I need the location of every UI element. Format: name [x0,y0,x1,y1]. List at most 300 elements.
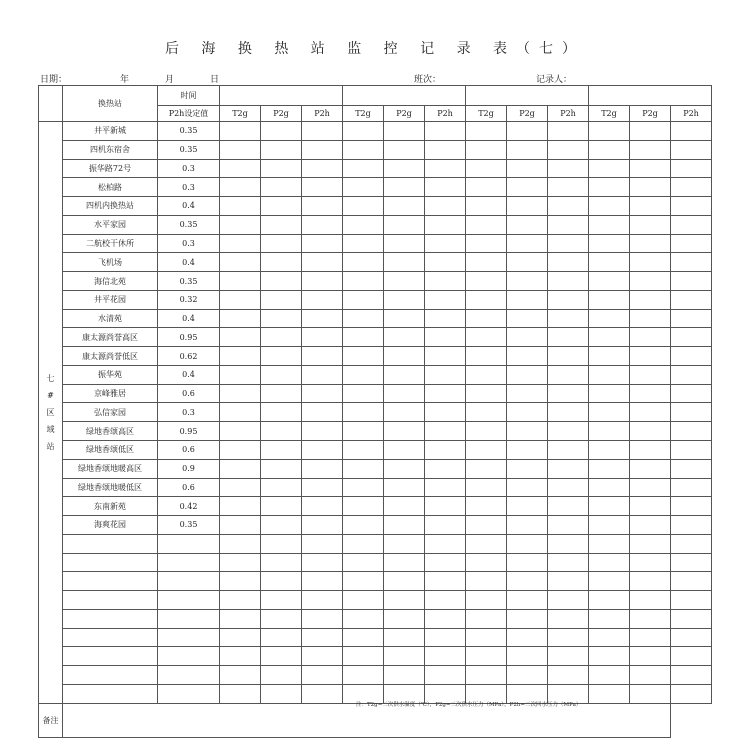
entry-cell[interactable] [220,347,261,366]
entry-cell[interactable] [671,178,712,197]
entry-cell[interactable] [671,553,712,572]
entry-cell[interactable] [630,628,671,647]
entry-cell[interactable] [220,647,261,666]
entry-cell[interactable] [302,403,343,422]
entry-cell[interactable] [507,422,548,441]
entry-cell[interactable] [589,572,630,591]
entry-cell[interactable] [548,628,589,647]
entry-cell[interactable] [507,478,548,497]
entry-cell[interactable] [548,534,589,553]
entry-cell[interactable] [384,609,425,628]
entry-cell[interactable] [425,197,466,216]
entry-cell[interactable] [466,441,507,460]
entry-cell[interactable] [302,591,343,610]
entry-cell[interactable] [302,384,343,403]
entry-cell[interactable] [589,666,630,685]
entry-cell[interactable] [466,272,507,291]
entry-cell[interactable] [548,347,589,366]
entry-cell[interactable] [589,347,630,366]
entry-cell[interactable] [220,591,261,610]
entry-cell[interactable] [671,459,712,478]
entry-cell[interactable] [548,403,589,422]
entry-cell[interactable] [589,647,630,666]
entry-cell[interactable] [671,609,712,628]
entry-cell[interactable] [466,178,507,197]
entry-cell[interactable] [507,666,548,685]
entry-cell[interactable] [261,159,302,178]
entry-cell[interactable] [261,572,302,591]
entry-cell[interactable] [384,215,425,234]
entry-cell[interactable] [384,553,425,572]
entry-cell[interactable] [384,328,425,347]
entry-cell[interactable] [548,516,589,535]
entry-cell[interactable] [302,178,343,197]
entry-cell[interactable] [220,122,261,141]
entry-cell[interactable] [425,422,466,441]
entry-cell[interactable] [589,534,630,553]
entry-cell[interactable] [466,647,507,666]
entry-cell[interactable] [425,253,466,272]
entry-cell[interactable] [384,140,425,159]
entry-cell[interactable] [630,403,671,422]
entry-cell[interactable] [343,441,384,460]
entry-cell[interactable] [466,122,507,141]
entry-cell[interactable] [507,572,548,591]
entry-cell[interactable] [466,290,507,309]
entry-cell[interactable] [220,234,261,253]
entry-cell[interactable] [302,290,343,309]
entry-cell[interactable] [220,253,261,272]
entry-cell[interactable] [261,628,302,647]
entry-cell[interactable] [548,497,589,516]
entry-cell[interactable] [630,384,671,403]
entry-cell[interactable] [425,497,466,516]
entry-cell[interactable] [466,309,507,328]
entry-cell[interactable] [466,140,507,159]
entry-cell[interactable] [589,459,630,478]
entry-cell[interactable] [671,197,712,216]
entry-cell[interactable] [425,459,466,478]
entry-cell[interactable] [507,272,548,291]
entry-cell[interactable] [630,609,671,628]
entry-cell[interactable] [343,534,384,553]
entry-cell[interactable] [220,553,261,572]
entry-cell[interactable] [589,516,630,535]
entry-cell[interactable] [466,572,507,591]
entry-cell[interactable] [343,253,384,272]
entry-cell[interactable] [302,553,343,572]
entry-cell[interactable] [220,215,261,234]
entry-cell[interactable] [343,609,384,628]
time-slot-cell[interactable] [589,86,712,106]
entry-cell[interactable] [671,384,712,403]
entry-cell[interactable] [343,628,384,647]
entry-cell[interactable] [261,403,302,422]
entry-cell[interactable] [343,159,384,178]
entry-cell[interactable] [507,384,548,403]
entry-cell[interactable] [548,666,589,685]
entry-cell[interactable] [384,234,425,253]
entry-cell[interactable] [261,178,302,197]
entry-cell[interactable] [343,215,384,234]
entry-cell[interactable] [466,215,507,234]
entry-cell[interactable] [548,328,589,347]
entry-cell[interactable] [466,628,507,647]
entry-cell[interactable] [589,159,630,178]
entry-cell[interactable] [589,591,630,610]
entry-cell[interactable] [425,403,466,422]
entry-cell[interactable] [302,478,343,497]
entry-cell[interactable] [548,178,589,197]
entry-cell[interactable] [302,516,343,535]
entry-cell[interactable] [507,253,548,272]
entry-cell[interactable] [220,534,261,553]
entry-cell[interactable] [630,197,671,216]
entry-cell[interactable] [671,365,712,384]
entry-cell[interactable] [630,478,671,497]
entry-cell[interactable] [630,347,671,366]
entry-cell[interactable] [589,253,630,272]
entry-cell[interactable] [384,666,425,685]
entry-cell[interactable] [302,647,343,666]
entry-cell[interactable] [302,628,343,647]
entry-cell[interactable] [384,384,425,403]
entry-cell[interactable] [630,272,671,291]
entry-cell[interactable] [384,197,425,216]
entry-cell[interactable] [589,403,630,422]
entry-cell[interactable] [589,441,630,460]
entry-cell[interactable] [220,178,261,197]
entry-cell[interactable] [671,140,712,159]
entry-cell[interactable] [630,234,671,253]
entry-cell[interactable] [671,666,712,685]
entry-cell[interactable] [671,159,712,178]
entry-cell[interactable] [507,534,548,553]
entry-cell[interactable] [671,647,712,666]
entry-cell[interactable] [630,647,671,666]
entry-cell[interactable] [671,591,712,610]
entry-cell[interactable] [384,253,425,272]
entry-cell[interactable] [261,347,302,366]
entry-cell[interactable] [589,684,630,703]
entry-cell[interactable] [671,290,712,309]
entry-cell[interactable] [302,309,343,328]
entry-cell[interactable] [261,647,302,666]
entry-cell[interactable] [507,140,548,159]
entry-cell[interactable] [343,197,384,216]
entry-cell[interactable] [630,666,671,685]
entry-cell[interactable] [384,534,425,553]
entry-cell[interactable] [425,441,466,460]
entry-cell[interactable] [384,516,425,535]
entry-cell[interactable] [630,215,671,234]
entry-cell[interactable] [589,234,630,253]
entry-cell[interactable] [671,122,712,141]
entry-cell[interactable] [343,497,384,516]
entry-cell[interactable] [261,365,302,384]
entry-cell[interactable] [261,422,302,441]
entry-cell[interactable] [261,553,302,572]
entry-cell[interactable] [220,140,261,159]
entry-cell[interactable] [671,497,712,516]
entry-cell[interactable] [589,178,630,197]
entry-cell[interactable] [548,253,589,272]
entry-cell[interactable] [507,609,548,628]
entry-cell[interactable] [302,328,343,347]
entry-cell[interactable] [384,309,425,328]
entry-cell[interactable] [343,328,384,347]
entry-cell[interactable] [425,647,466,666]
entry-cell[interactable] [548,572,589,591]
entry-cell[interactable] [671,516,712,535]
entry-cell[interactable] [220,516,261,535]
entry-cell[interactable] [261,328,302,347]
entry-cell[interactable] [220,666,261,685]
entry-cell[interactable] [671,478,712,497]
entry-cell[interactable] [630,422,671,441]
entry-cell[interactable] [425,591,466,610]
entry-cell[interactable] [425,215,466,234]
entry-cell[interactable] [220,628,261,647]
entry-cell[interactable] [302,534,343,553]
entry-cell[interactable] [548,234,589,253]
entry-cell[interactable] [261,684,302,703]
entry-cell[interactable] [425,309,466,328]
entry-cell[interactable] [466,422,507,441]
entry-cell[interactable] [507,459,548,478]
entry-cell[interactable] [302,684,343,703]
entry-cell[interactable] [384,572,425,591]
entry-cell[interactable] [220,159,261,178]
entry-cell[interactable] [507,441,548,460]
entry-cell[interactable] [589,422,630,441]
entry-cell[interactable] [261,234,302,253]
entry-cell[interactable] [220,309,261,328]
entry-cell[interactable] [671,272,712,291]
entry-cell[interactable] [302,666,343,685]
entry-cell[interactable] [671,347,712,366]
entry-cell[interactable] [302,253,343,272]
entry-cell[interactable] [671,441,712,460]
entry-cell[interactable] [384,347,425,366]
entry-cell[interactable] [302,197,343,216]
entry-cell[interactable] [466,478,507,497]
entry-cell[interactable] [261,441,302,460]
entry-cell[interactable] [548,215,589,234]
entry-cell[interactable] [261,534,302,553]
entry-cell[interactable] [630,684,671,703]
entry-cell[interactable] [507,197,548,216]
entry-cell[interactable] [384,122,425,141]
entry-cell[interactable] [507,178,548,197]
entry-cell[interactable] [261,309,302,328]
entry-cell[interactable] [548,365,589,384]
entry-cell[interactable] [466,516,507,535]
entry-cell[interactable] [220,684,261,703]
entry-cell[interactable] [507,591,548,610]
entry-cell[interactable] [507,234,548,253]
entry-cell[interactable] [384,272,425,291]
entry-cell[interactable] [384,478,425,497]
entry-cell[interactable] [548,122,589,141]
entry-cell[interactable] [302,140,343,159]
entry-cell[interactable] [261,215,302,234]
entry-cell[interactable] [343,122,384,141]
entry-cell[interactable] [671,534,712,553]
entry-cell[interactable] [384,403,425,422]
entry-cell[interactable] [261,122,302,141]
entry-cell[interactable] [425,572,466,591]
entry-cell[interactable] [220,609,261,628]
entry-cell[interactable] [630,178,671,197]
entry-cell[interactable] [343,347,384,366]
entry-cell[interactable] [261,478,302,497]
entry-cell[interactable] [630,497,671,516]
entry-cell[interactable] [671,572,712,591]
entry-cell[interactable] [507,215,548,234]
entry-cell[interactable] [220,572,261,591]
entry-cell[interactable] [343,365,384,384]
entry-cell[interactable] [302,572,343,591]
entry-cell[interactable] [425,628,466,647]
entry-cell[interactable] [302,422,343,441]
entry-cell[interactable] [261,272,302,291]
entry-cell[interactable] [343,384,384,403]
entry-cell[interactable] [343,478,384,497]
entry-cell[interactable] [466,234,507,253]
entry-cell[interactable] [220,328,261,347]
entry-cell[interactable] [548,140,589,159]
entry-cell[interactable] [671,684,712,703]
entry-cell[interactable] [384,290,425,309]
entry-cell[interactable] [507,122,548,141]
entry-cell[interactable] [466,459,507,478]
entry-cell[interactable] [507,309,548,328]
entry-cell[interactable] [466,197,507,216]
entry-cell[interactable] [507,365,548,384]
entry-cell[interactable] [548,384,589,403]
entry-cell[interactable] [302,215,343,234]
entry-cell[interactable] [302,122,343,141]
entry-cell[interactable] [425,140,466,159]
entry-cell[interactable] [343,666,384,685]
entry-cell[interactable] [507,328,548,347]
entry-cell[interactable] [220,290,261,309]
entry-cell[interactable] [630,159,671,178]
entry-cell[interactable] [261,140,302,159]
entry-cell[interactable] [630,365,671,384]
entry-cell[interactable] [343,140,384,159]
entry-cell[interactable] [220,422,261,441]
entry-cell[interactable] [220,197,261,216]
entry-cell[interactable] [630,140,671,159]
entry-cell[interactable] [548,553,589,572]
entry-cell[interactable] [343,647,384,666]
entry-cell[interactable] [384,365,425,384]
entry-cell[interactable] [671,328,712,347]
entry-cell[interactable] [466,666,507,685]
entry-cell[interactable] [630,122,671,141]
entry-cell[interactable] [384,459,425,478]
entry-cell[interactable] [302,234,343,253]
entry-cell[interactable] [507,516,548,535]
entry-cell[interactable] [548,159,589,178]
entry-cell[interactable] [384,422,425,441]
entry-cell[interactable] [466,159,507,178]
entry-cell[interactable] [425,478,466,497]
entry-cell[interactable] [425,328,466,347]
entry-cell[interactable] [630,253,671,272]
entry-cell[interactable] [548,459,589,478]
entry-cell[interactable] [671,403,712,422]
entry-cell[interactable] [343,290,384,309]
entry-cell[interactable] [220,497,261,516]
entry-cell[interactable] [507,497,548,516]
entry-cell[interactable] [548,197,589,216]
entry-cell[interactable] [220,365,261,384]
entry-cell[interactable] [671,234,712,253]
entry-cell[interactable] [220,272,261,291]
entry-cell[interactable] [589,215,630,234]
entry-cell[interactable] [507,347,548,366]
entry-cell[interactable] [425,178,466,197]
entry-cell[interactable] [589,384,630,403]
entry-cell[interactable] [548,290,589,309]
entry-cell[interactable] [630,459,671,478]
entry-cell[interactable] [261,384,302,403]
entry-cell[interactable] [630,290,671,309]
entry-cell[interactable] [589,328,630,347]
entry-cell[interactable] [630,328,671,347]
entry-cell[interactable] [466,253,507,272]
entry-cell[interactable] [507,290,548,309]
entry-cell[interactable] [343,178,384,197]
entry-cell[interactable] [425,365,466,384]
entry-cell[interactable] [261,197,302,216]
entry-cell[interactable] [343,572,384,591]
entry-cell[interactable] [589,122,630,141]
entry-cell[interactable] [261,459,302,478]
entry-cell[interactable] [425,234,466,253]
entry-cell[interactable] [425,290,466,309]
entry-cell[interactable] [466,347,507,366]
entry-cell[interactable] [548,478,589,497]
entry-cell[interactable] [425,666,466,685]
entry-cell[interactable] [671,422,712,441]
entry-cell[interactable] [589,290,630,309]
entry-cell[interactable] [220,459,261,478]
entry-cell[interactable] [261,516,302,535]
entry-cell[interactable] [425,553,466,572]
entry-cell[interactable] [548,591,589,610]
entry-cell[interactable] [261,591,302,610]
entry-cell[interactable] [425,609,466,628]
entry-cell[interactable] [466,365,507,384]
entry-cell[interactable] [343,422,384,441]
entry-cell[interactable] [302,609,343,628]
remarks-field[interactable] [63,703,671,737]
entry-cell[interactable] [302,272,343,291]
entry-cell[interactable] [220,441,261,460]
entry-cell[interactable] [589,309,630,328]
entry-cell[interactable] [671,309,712,328]
entry-cell[interactable] [343,234,384,253]
entry-cell[interactable] [343,272,384,291]
entry-cell[interactable] [630,553,671,572]
entry-cell[interactable] [343,309,384,328]
entry-cell[interactable] [343,591,384,610]
time-slot-cell[interactable] [343,86,466,106]
